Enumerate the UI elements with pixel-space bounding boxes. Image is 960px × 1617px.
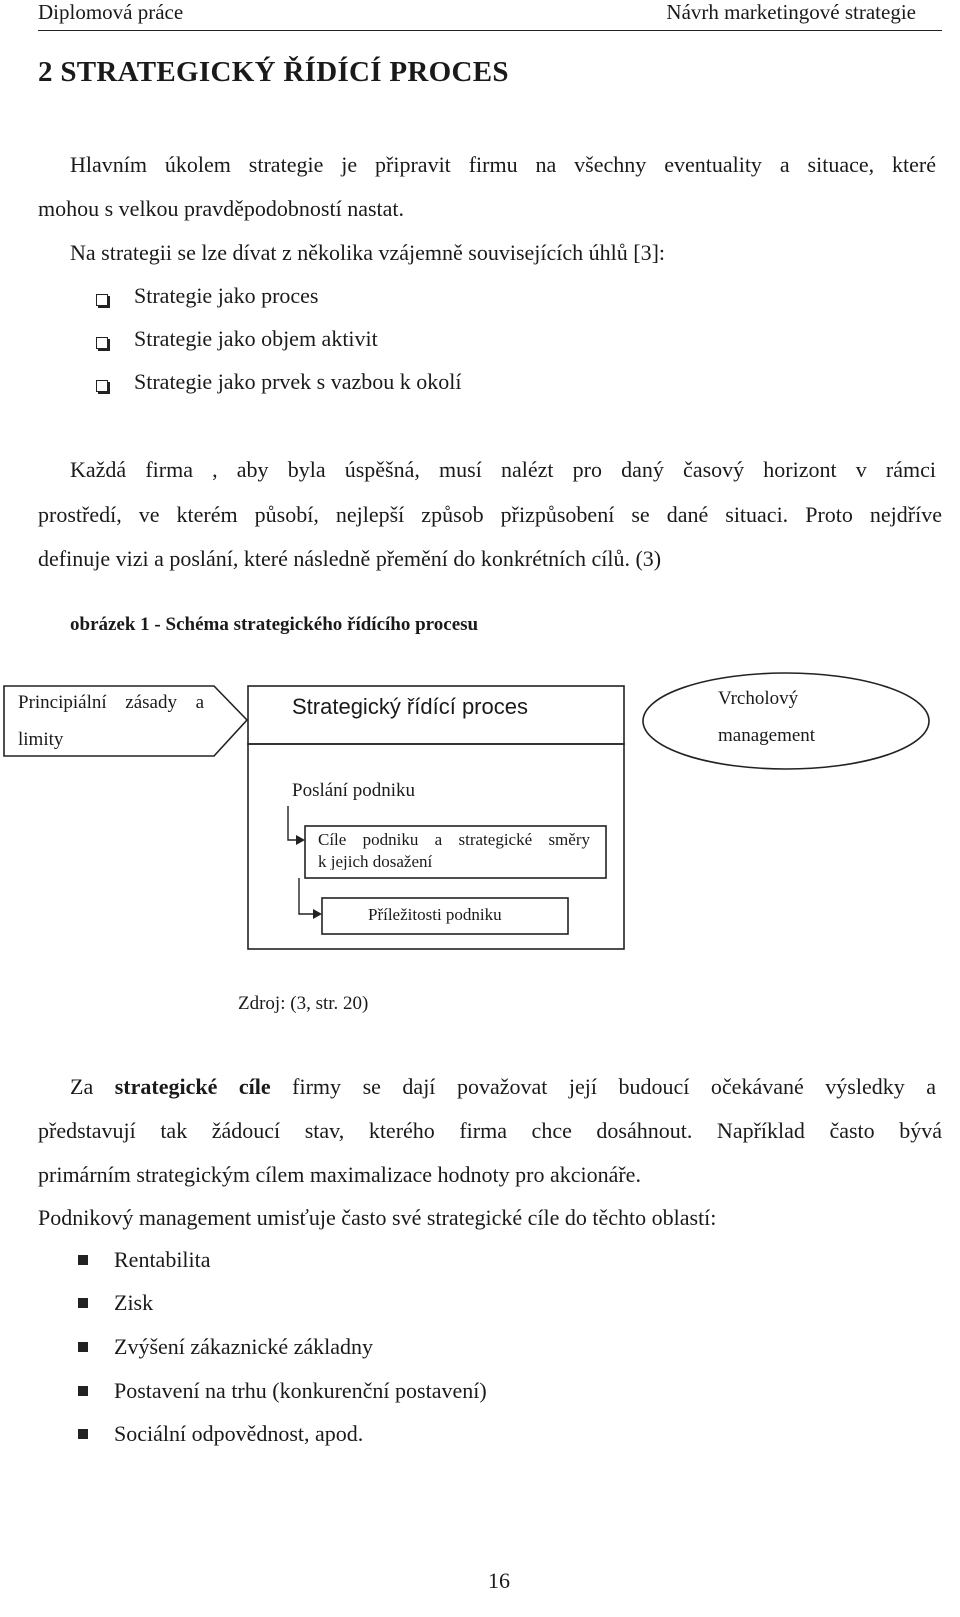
para3-line-1 xyxy=(70,1074,936,1100)
square-bullet-icon xyxy=(78,1342,88,1352)
connector-line xyxy=(299,878,313,914)
goals-line-2: k jejich dosažení xyxy=(318,852,433,870)
area-item: Postavení na trhu (konkurenční postavení) xyxy=(114,1378,487,1403)
para2-line-3: definuje vizi a poslání, které následně přemění do konkrétních cílů. (3) xyxy=(38,546,662,571)
aspect-item: Strategie jako proces xyxy=(134,283,319,308)
area-item: Zisk xyxy=(114,1290,154,1315)
square-bullet-icon xyxy=(78,1429,88,1439)
arrow-head-icon xyxy=(296,835,305,845)
area-item: Rentabilita xyxy=(114,1247,211,1272)
aspect-item: Strategie jako prvek s vazbou k okolí xyxy=(134,369,462,394)
chapter-heading: 2 STRATEGICKÝ ŘÍDÍCÍ PROCES xyxy=(38,56,509,88)
square-bullet-icon xyxy=(78,1386,88,1396)
para3-line-2: představují tak žádoucí stav, kterého firma chce dosáhnout. Například často bývá xyxy=(38,1118,942,1143)
page-number: 16 xyxy=(488,1568,510,1593)
mission-label: Poslání podniku xyxy=(292,780,415,801)
para3-text: Za xyxy=(70,1074,115,1099)
header-right: Návrh marketingové strategie xyxy=(666,0,916,24)
arrow-head-icon xyxy=(313,909,322,919)
figure-caption: obrázek 1 - Schéma strategického řídícího procesu xyxy=(70,614,479,635)
area-item: Zvýšení zákaznické základny xyxy=(114,1334,373,1359)
para2-line-1: Každá firma , aby byla úspěšná, musí nalézt pro daný časový horizont v rámci xyxy=(70,457,936,482)
aspect-item: Strategie jako objem aktivit xyxy=(134,326,378,351)
area-item: Sociální odpovědnost, apod. xyxy=(114,1421,364,1446)
strategic-goals-term: strategické cíle xyxy=(114,1074,271,1099)
opportunities-label: Příležitosti podniku xyxy=(368,905,502,924)
para3-text: firmy se dají považovat její budoucí očekávané výsledky a xyxy=(270,1074,936,1099)
intro-line-2: mohou s velkou pravděpodobností nastat. xyxy=(38,196,405,221)
goals-line-1: Cíle podniku a strategické směry xyxy=(318,830,590,849)
figure-source: Zdroj: (3, str. 20) xyxy=(238,993,369,1014)
header-left: Diplomová práce xyxy=(38,0,184,24)
para2-line-2: prostředí, ve kterém působí, nejlepší způsob přizpůsobení se dané situaci. Proto nejdříve xyxy=(38,502,942,527)
management-line-2: management xyxy=(718,725,816,746)
principles-line-1: Principiální zásady a xyxy=(18,692,204,713)
para3-line-3: primárním strategickým cílem maximalizace hodnoty pro akcionáře. xyxy=(38,1162,641,1187)
intro-line-1: Hlavním úkolem strategie je připravit firmu na všechny eventuality a situace, které xyxy=(70,152,936,177)
principles-line-2: limity xyxy=(18,729,64,750)
square-bullet-icon xyxy=(78,1255,88,1265)
connector-line xyxy=(288,806,296,840)
square-bullet-icon xyxy=(78,1298,88,1308)
para3-line-4: Podnikový management umisťuje často své strategické cíle do těchto oblastí: xyxy=(38,1205,717,1230)
process-title: Strategický řídící proces xyxy=(292,694,528,719)
management-line-1: Vrcholový xyxy=(718,688,799,709)
intro-line-3: Na strategii se lze dívat z několika vzájemně souvisejících úhlů [3]: xyxy=(70,240,666,265)
